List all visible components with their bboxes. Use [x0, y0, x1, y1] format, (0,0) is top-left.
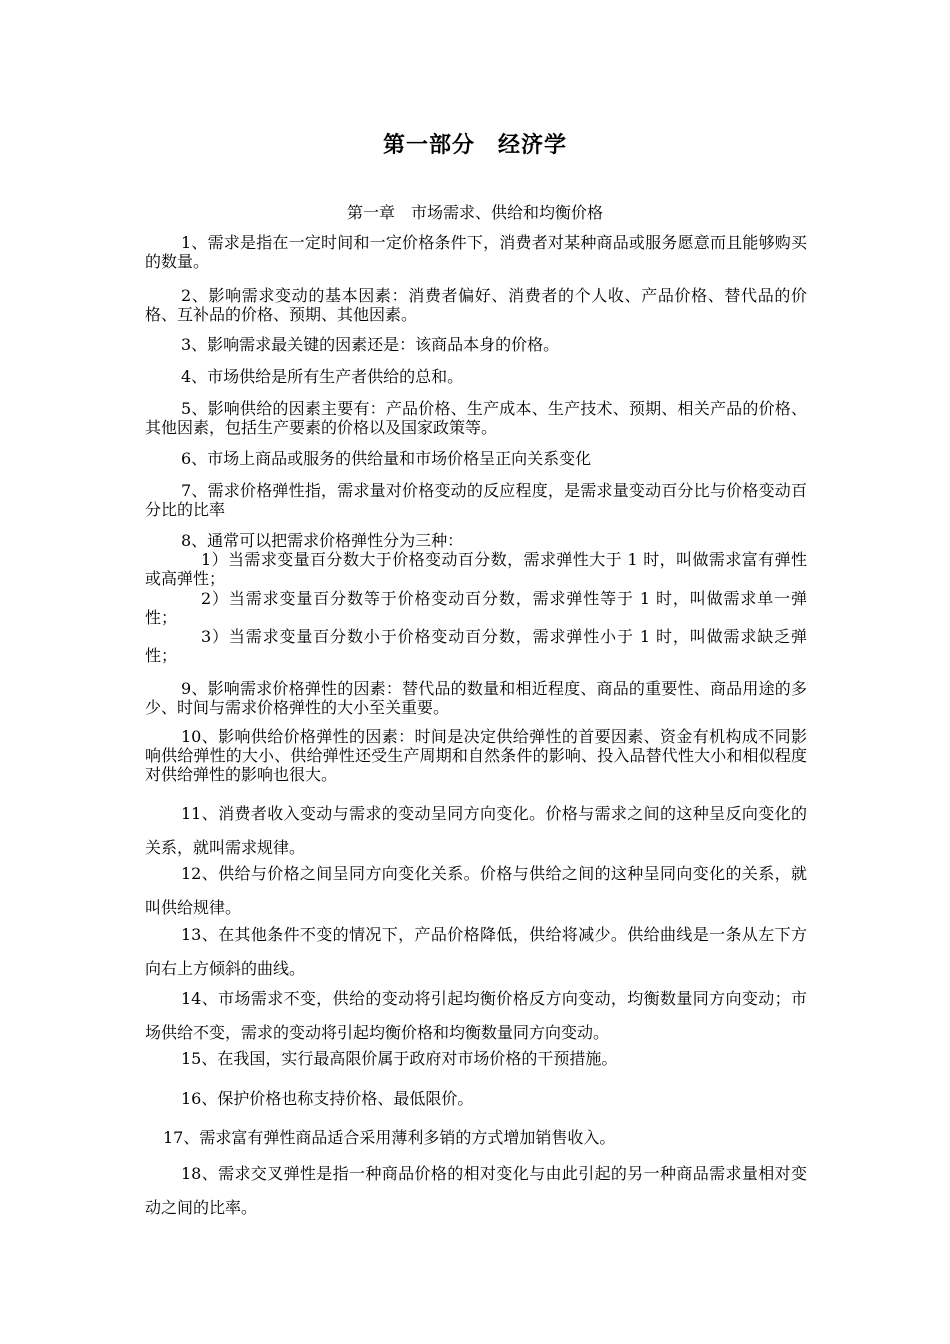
item-6: 6、市场上商品或服务的供给量和市场价格呈正向关系变化: [181, 449, 592, 468]
part-title: 第一部分 经济学: [382, 133, 567, 158]
item-9: 9、影响需求价格弹性的因素：替代品的数量和相近程度、商品的重要性、商品用途的多少、时间与需求价格弹性的大小至关重要。: [145, 679, 807, 717]
item-2: 2、影响需求变动的基本因素：消费者偏好、消费者的个人收、产品价格、替代品的价格、互补品的价格、预期、其他因素。: [145, 286, 807, 324]
item-11: 11、消费者收入变动与需求的变动呈同方向变化。价格与需求之间的这种呈反向变化的关系，就叫需求规律。: [145, 804, 807, 857]
item-8: 8、通常可以把需求价格弹性分为三种：: [181, 531, 464, 550]
item-8-sub-1: 1）当需求变量百分数大于价格变动百分数，需求弹性大于 1 时，叫做需求富有弹性或高弹性；: [145, 550, 807, 588]
item-1: 1、需求是指在一定时间和一定价格条件下，消费者对某种商品或服务愿意而且能够购买的数量。: [145, 233, 807, 271]
chapter-title: 第一章 市场需求、供给和均衡价格: [346, 203, 603, 222]
item-5: 5、影响供给的因素主要有：产品价格、生产成本、生产技术、预期、相关产品的价格、其他因素，包括生产要素的价格以及国家政策等。: [145, 399, 807, 437]
item-8-sub-2: 2）当需求变量百分数等于价格变动百分数，需求弹性等于 1 时，叫做需求单一弹性；: [145, 589, 807, 627]
item-16: 16、保护价格也称支持价格、最低限价。: [181, 1089, 474, 1108]
item-14: 14、市场需求不变，供给的变动将引起均衡价格反方向变动，均衡数量同方向变动；市场供给不变，需求的变动将引起均衡价格和均衡数量同方向变动。: [145, 989, 807, 1042]
item-8-sub-3: 3）当需求变量百分数小于价格变动百分数，需求弹性小于 1 时，叫做需求缺乏弹性；: [145, 627, 807, 665]
item-15: 15、在我国，实行最高限价属于政府对市场价格的干预措施。: [181, 1049, 618, 1068]
item-10: 10、影响供给价格弹性的因素：时间是决定供给弹性的首要因素、资金有机构成不同影响供给弹性的大小、供给弹性还受生产周期和自然条件的影响、投入品替代性大小和相似程度对供给弹性的影响也很大。: [145, 727, 807, 784]
item-17: 17、需求富有弹性商品适合采用薄利多销的方式增加销售收入。: [163, 1128, 616, 1147]
item-18: 18、需求交叉弹性是指一种商品价格的相对变化与由此引起的另一种商品需求量相对变动之间的比率。: [145, 1164, 807, 1217]
item-3: 3、影响需求最关键的因素还是：该商品本身的价格。: [181, 335, 560, 354]
item-4: 4、市场供给是所有生产者供给的总和。: [181, 367, 464, 386]
item-13: 13、在其他条件不变的情况下，产品价格降低，供给将减少。供给曲线是一条从左下方向右上方倾斜的曲线。: [145, 925, 807, 978]
item-12: 12、供给与价格之间呈同方向变化关系。价格与供给之间的这种呈同向变化的关系，就叫供给规律。: [145, 864, 807, 917]
item-7: 7、需求价格弹性指，需求量对价格变动的反应程度，是需求量变动百分比与价格变动百分比的比率: [145, 481, 807, 519]
